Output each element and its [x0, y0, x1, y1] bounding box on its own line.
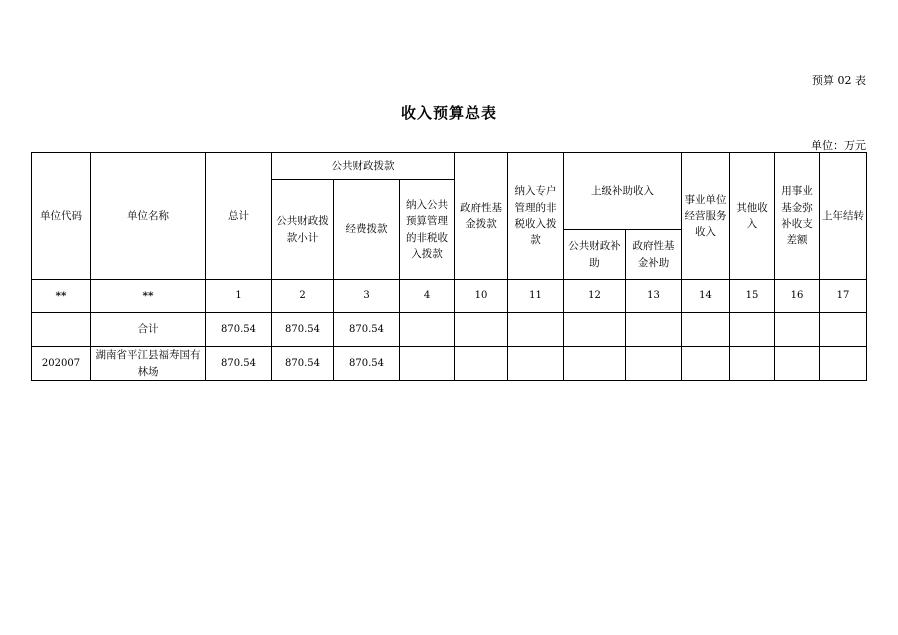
- table-cell: [508, 347, 564, 381]
- table-cell: [730, 313, 775, 347]
- table-cell: 合计: [91, 313, 206, 347]
- table-cell: 870.54: [206, 313, 272, 347]
- table-cell: [775, 313, 820, 347]
- header-public-fiscal-subtotal: 公共财政拨款小计: [272, 180, 334, 280]
- header-public-fiscal-group: 公共财政拨款: [272, 153, 455, 180]
- table-cell: [400, 313, 455, 347]
- table-cell: [455, 313, 508, 347]
- index-cell: 14: [682, 280, 730, 313]
- table-cell: [32, 313, 91, 347]
- table-cell: 870.54: [272, 347, 334, 381]
- form-code: 预算 02 表: [812, 74, 866, 87]
- table-cell: 870.54: [334, 313, 400, 347]
- index-cell: 4: [400, 280, 455, 313]
- table-cell: [400, 347, 455, 381]
- index-cell: 3: [334, 280, 400, 313]
- header-unit-name: 单位名称: [91, 153, 206, 280]
- table-cell: [564, 347, 626, 381]
- table-cell: [775, 347, 820, 381]
- table-cell: [682, 313, 730, 347]
- table-cell: [730, 347, 775, 381]
- table-cell: [455, 347, 508, 381]
- header-special-nontax: 纳入专户管理的非税收入拨款: [508, 153, 564, 280]
- table-cell: 870.54: [334, 347, 400, 381]
- page-title: 收入预算总表: [400, 104, 497, 122]
- header-gov-fund: 政府性基金拨款: [455, 153, 508, 280]
- index-cell: **: [32, 280, 91, 313]
- table-cell: [626, 313, 682, 347]
- index-cell: 16: [775, 280, 820, 313]
- header-other-income: 其他收入: [730, 153, 775, 280]
- index-cell: 15: [730, 280, 775, 313]
- index-cell: 1: [206, 280, 272, 313]
- header-carryover: 上年结转: [820, 153, 867, 280]
- index-cell: 13: [626, 280, 682, 313]
- table-cell: 870.54: [206, 347, 272, 381]
- table-cell: 202007: [32, 347, 91, 381]
- table-cell: 湖南省平江县福寿国有林场: [91, 347, 206, 381]
- table-cell: [564, 313, 626, 347]
- index-row: [32, 280, 867, 313]
- index-cell: 11: [508, 280, 564, 313]
- income-budget-table: [31, 152, 867, 381]
- table-cell: [820, 347, 867, 381]
- header-superior-fund: 政府性基金补助: [626, 230, 682, 280]
- header-nontax-budget: 纳入公共预算管理的非税收入拨款: [400, 180, 455, 280]
- index-cell: 10: [455, 280, 508, 313]
- index-cell: **: [91, 280, 206, 313]
- index-cell: 2: [272, 280, 334, 313]
- header-fund-balance: 用事业基金弥补收支差额: [775, 153, 820, 280]
- table-cell: [820, 313, 867, 347]
- header-funding: 经费拨款: [334, 180, 400, 280]
- table-row: [32, 347, 867, 381]
- table-cell: [682, 347, 730, 381]
- index-cell: 17: [820, 280, 867, 313]
- table-cell: [626, 347, 682, 381]
- table-cell: [508, 313, 564, 347]
- table-cell: 870.54: [272, 313, 334, 347]
- unit-label: 单位：万元: [811, 139, 866, 152]
- header-superior-group: 上级补助收入: [564, 153, 682, 230]
- table-row-total: [32, 313, 867, 347]
- header-business-service: 事业单位经营服务收入: [682, 153, 730, 280]
- index-cell: 12: [564, 280, 626, 313]
- header-superior-public: 公共财政补助: [564, 230, 626, 280]
- header-total: 总计: [206, 153, 272, 280]
- header-unit-code: 单位代码: [32, 153, 91, 280]
